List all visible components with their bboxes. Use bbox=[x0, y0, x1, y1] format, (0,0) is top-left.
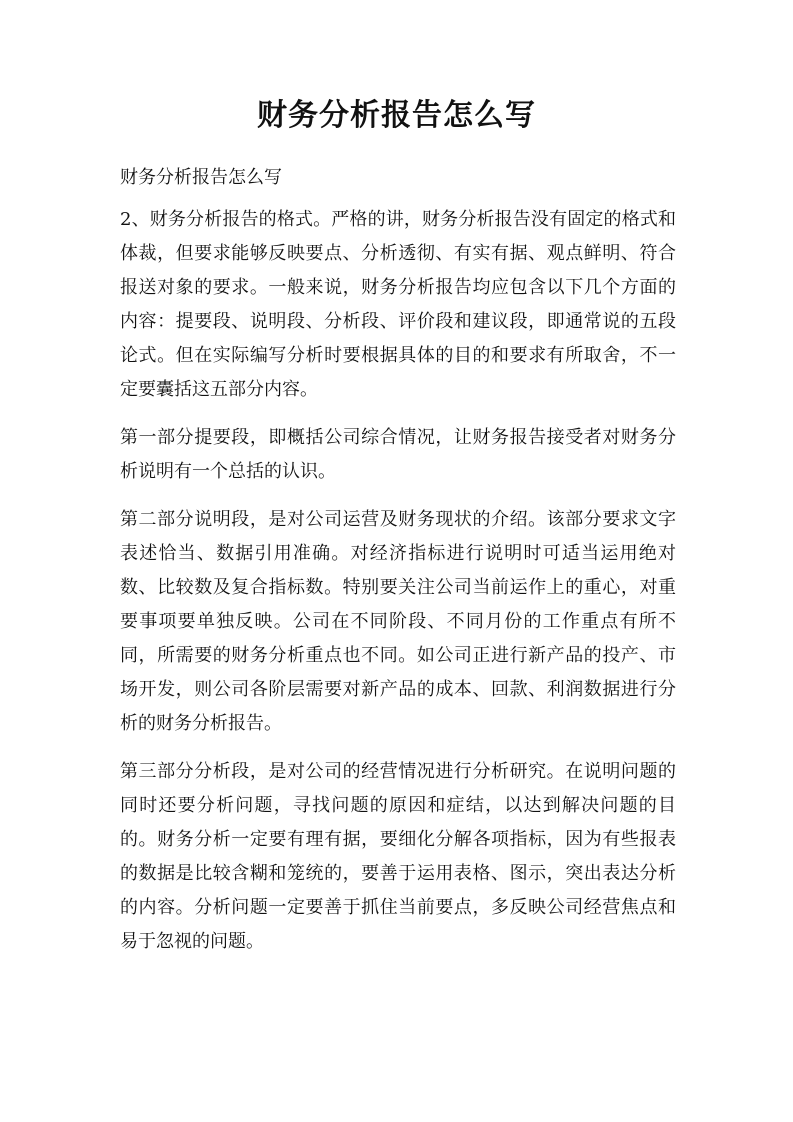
paragraph-part-three: 第三部分分析段，是对公司的经营情况进行分析研究。在说明问题的同时还要分析问题，寻找问题的原因和症结，以达到解决问题的目的。财务分析一定要有理有据，要细化分解各项指标，因为有些报表的数据是比较含糊和笼统的，要善于运用表格、图示，突出表达分析的内容。分析问题一定要善于抓住当前要点，多反映公司经营焦点和易于忽视的问题。 bbox=[120, 761, 676, 952]
document-subtitle: 财务分析报告怎么写 bbox=[120, 167, 282, 188]
paragraph-format: 2、财务分析报告的格式。严格的讲，财务分析报告没有固定的格式和体裁，但要求能够反映要点、分析透彻、有实有据、观点鲜明、符合报送对象的要求。一般来说，财务分析报告均应包含以下几个方面的内容：提要段、说明段、分析段、评价段和建议段，即通常说的五段论式。但在实际编写分析时要根据具体的目的和要求有所取舍，不一定要囊括这五部分内容。 bbox=[120, 209, 676, 400]
paragraph-part-two: 第二部分说明段，是对公司运营及财务现状的介绍。该部分要求文字表述恰当、数据引用准确。对经济指标进行说明时可适当运用绝对数、比较数及复合指标数。特别要关注公司当前运作上的重心，对重要事项要单独反映。公司在不同阶段、不同月份的工作重点有所不同，所需要的财务分析重点也不同。如公司正进行新产品的投产、市场开发，则公司各阶层需要对新产品的成本、回款、利润数据进行分析的财务分析报告。 bbox=[120, 509, 676, 734]
paragraph-part-one: 第一部分提要段，即概括公司综合情况，让财务报告接受者对财务分析说明有一个总括的认识。 bbox=[120, 427, 676, 482]
document-body bbox=[120, 163, 676, 973]
document-title: 财务分析报告怎么写 bbox=[257, 98, 536, 133]
